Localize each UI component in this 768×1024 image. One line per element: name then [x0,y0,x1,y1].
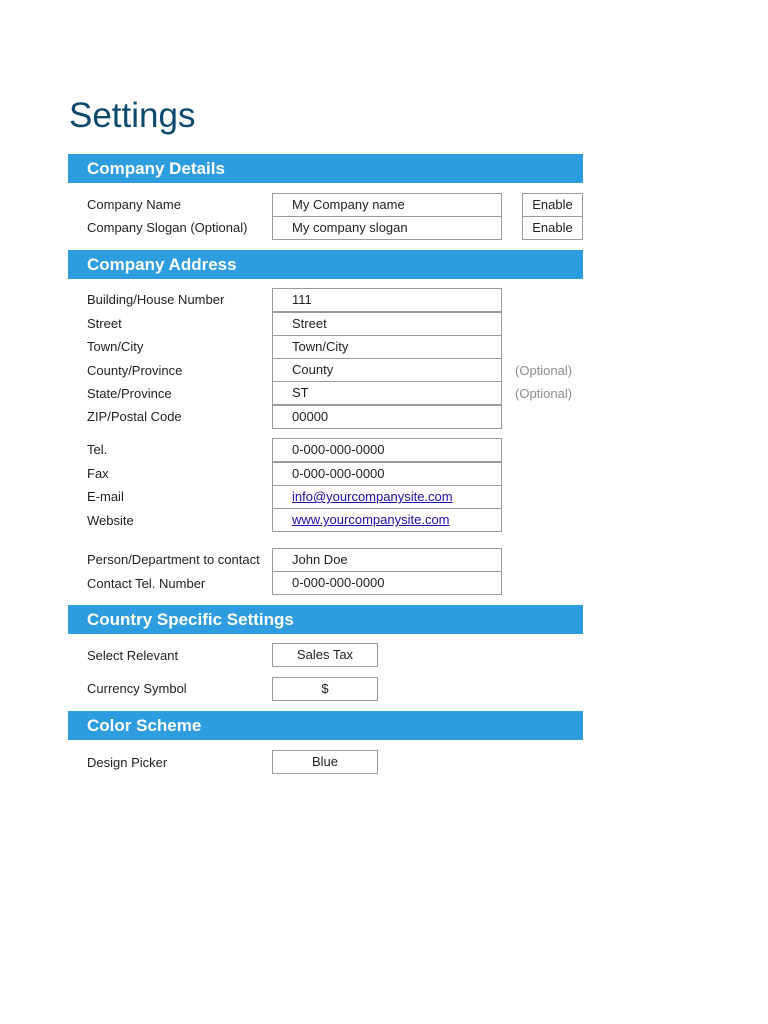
currency-symbol-label: Currency Symbol [87,681,187,696]
select-relevant-dropdown[interactable]: Sales Tax [272,643,378,667]
page-title: Settings [69,96,196,135]
section-header-company-address: Company Address [68,250,583,279]
county-province-label: County/Province [87,363,183,378]
contact-person-label: Person/Department to contact [87,552,260,567]
contact-person-input[interactable]: John Doe [272,548,502,572]
state-optional-note: (Optional) [515,386,573,401]
select-relevant-label: Select Relevant [87,648,179,663]
county-province-input[interactable]: County [272,358,502,382]
fax-input[interactable]: 0-000-000-0000 [272,462,502,486]
design-picker-label: Design Picker [87,755,168,770]
design-picker-dropdown[interactable]: Blue [272,750,378,774]
fax-label: Fax [87,466,109,481]
contact-tel-input[interactable]: 0-000-000-0000 [272,571,502,595]
building-number-label: Building/House Number [87,292,225,307]
company-slogan-label: Company Slogan (Optional) [87,220,248,235]
website-label: Website [87,513,134,528]
company-slogan-input[interactable]: My company slogan [272,216,502,240]
section-header-country-settings: Country Specific Settings [68,605,583,634]
email-label: E-mail [87,489,124,504]
state-province-label: State/Province [87,386,172,401]
zip-postal-label: ZIP/Postal Code [87,409,182,424]
state-province-input[interactable]: ST [272,381,502,405]
company-name-input[interactable]: My Company name [272,193,502,217]
tel-label: Tel. [87,442,108,457]
currency-symbol-input[interactable]: $ [272,677,378,701]
street-label: Street [87,316,122,331]
section-header-color-scheme: Color Scheme [68,711,583,740]
county-optional-note: (Optional) [515,363,573,378]
town-city-label: Town/City [87,339,144,354]
zip-postal-input[interactable]: 00000 [272,405,502,429]
company-slogan-enable-button[interactable]: Enable [522,216,583,240]
building-number-input[interactable]: 111 [272,288,502,312]
contact-tel-label: Contact Tel. Number [87,576,206,591]
website-input[interactable]: www.yourcompanysite.com [272,508,502,532]
email-input[interactable]: info@yourcompanysite.com [272,485,502,509]
company-name-label: Company Name [87,197,181,212]
tel-input[interactable]: 0-000-000-0000 [272,438,502,462]
section-header-company-details: Company Details [68,154,583,183]
town-city-input[interactable]: Town/City [272,335,502,359]
company-name-enable-button[interactable]: Enable [522,193,583,217]
street-input[interactable]: Street [272,312,502,336]
